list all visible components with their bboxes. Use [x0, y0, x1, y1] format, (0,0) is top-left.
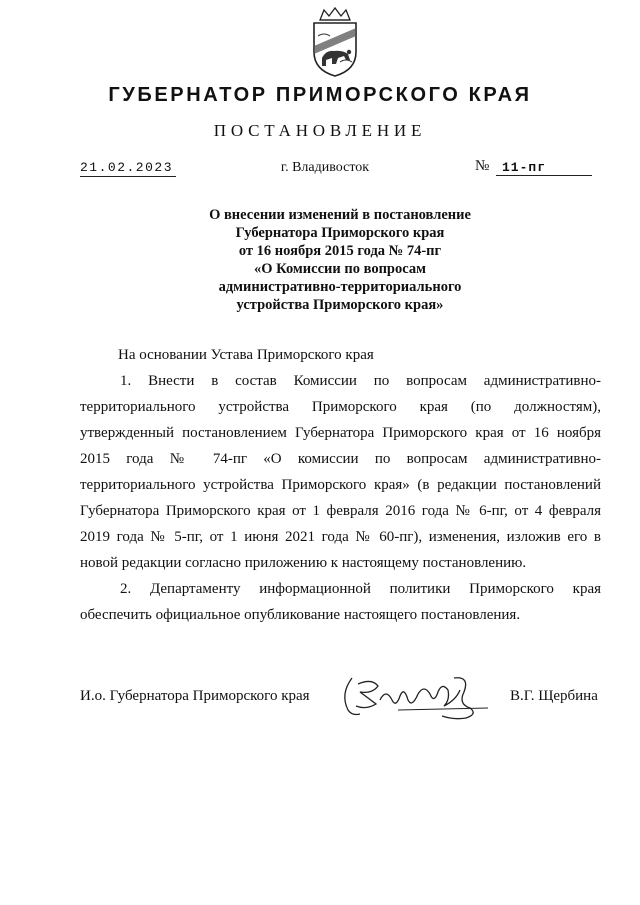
signatory-name: В.Г. Щербина	[510, 688, 598, 704]
coat-of-arms-icon	[304, 6, 366, 78]
paragraph-1-line: 1. Внести в состав Комиссии по вопросам административно-	[120, 373, 601, 389]
paragraph-1-line: утвержденный постановлением Губернатора Приморского края от 16 ноября	[80, 425, 601, 441]
paragraph-2-line: обеспечить официальное опубликование настоящего постановления.	[80, 607, 521, 623]
paragraph-1-line: территориального устройства Приморского края (по должностям),	[80, 399, 601, 415]
title-line: Губернатора Приморского края	[235, 225, 445, 241]
document-number: 11-пг	[496, 160, 592, 176]
handwritten-signature-icon	[338, 670, 488, 722]
title-line: устройства Приморского края»	[236, 297, 444, 313]
title-line: от 16 ноября 2015 года № 74-пг	[238, 243, 442, 259]
basis-paragraph: На основании Устава Приморского края	[118, 347, 374, 363]
paragraph-1-line: новой редакции согласно приложению к настоящему постановлению.	[80, 555, 527, 571]
document-title	[130, 206, 550, 314]
number-label: №	[475, 158, 490, 174]
document-date: 21.02.2023	[80, 160, 176, 177]
signatory-position: И.о. Губернатора Приморского края	[80, 688, 310, 704]
title-line: административно-территориального	[218, 279, 462, 295]
document-type-heading: ПОСТАНОВЛЕНИЕ	[213, 121, 427, 140]
authority-heading: ГУБЕРНАТОР ПРИМОРСКОГО КРАЯ	[108, 84, 532, 106]
paragraph-2-line: 2. Департаменту информационной политики Приморского края	[120, 581, 601, 597]
document-body	[80, 342, 601, 628]
title-line: «О Комиссии по вопросам	[254, 261, 426, 277]
paragraph-1-line: 2015 года № 74-пг «О комиссии по вопросам административно-	[80, 451, 601, 467]
paragraph-1-line: 2019 года № 5-пг, от 1 июня 2021 года № 60-пг), изменения, изложив его в	[80, 529, 601, 545]
paragraph-1-line: территориального устройства Приморского края» (в редакции постановлений	[80, 477, 601, 493]
document-city: г. Владивосток	[280, 160, 370, 175]
paragraph-1-line: Губернатора Приморского края от 1 февраля 2016 года № 6-пг, от 4 февраля	[80, 503, 601, 519]
title-line: О внесении изменений в постановление	[209, 207, 471, 223]
